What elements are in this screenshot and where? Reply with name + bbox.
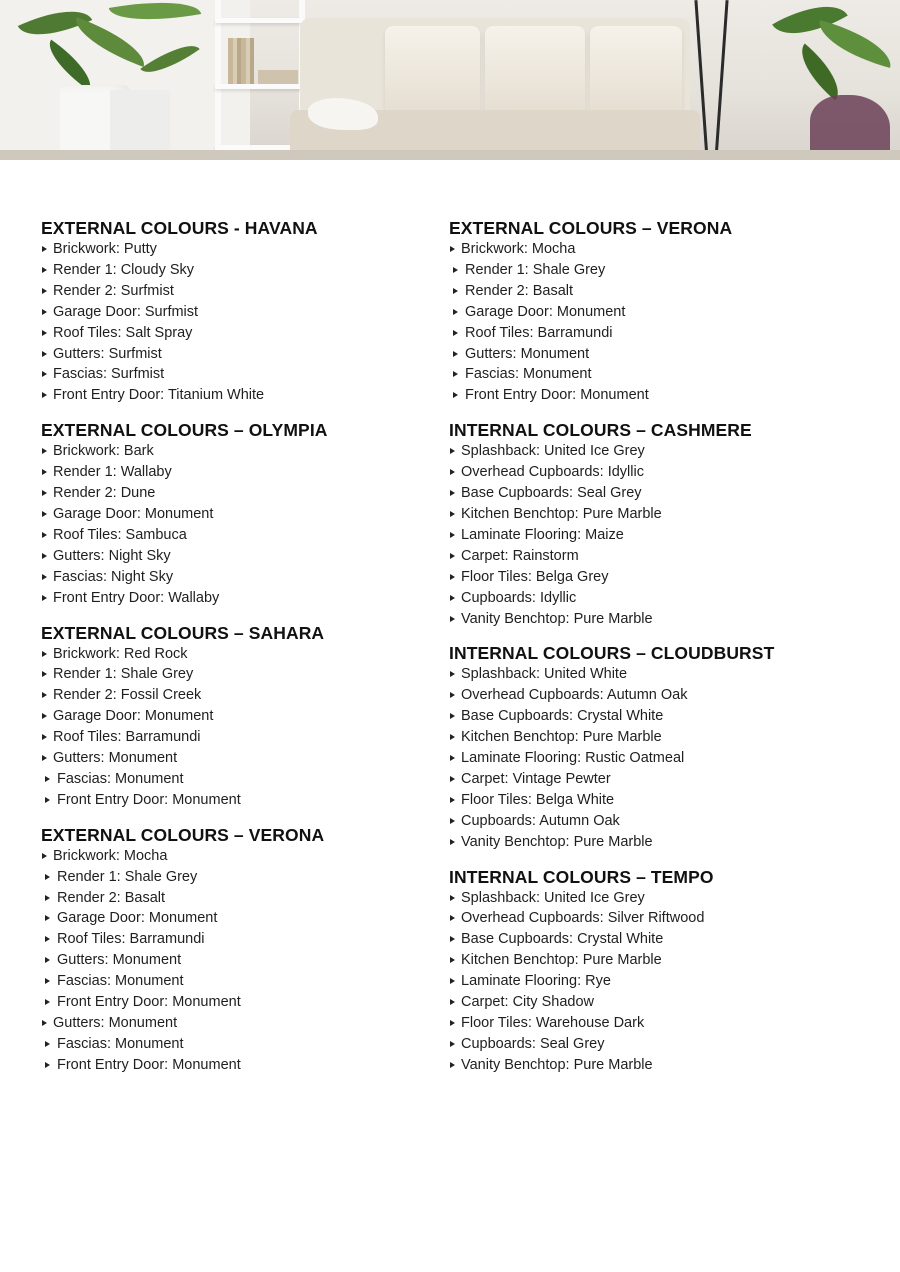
left-column	[41, 217, 421, 1089]
colour-list	[449, 239, 869, 406]
list-item: Laminate Flooring: Rustic Oatmeal	[449, 748, 869, 769]
section-title: INTERNAL COLOURS – CLOUDBURST	[449, 643, 775, 664]
list-item: Kitchen Benchtop: Pure Marble	[449, 727, 869, 748]
list-item: Gutters: Monument	[449, 344, 869, 365]
list-item: Roof Tiles: Sambuca	[41, 525, 421, 546]
list-item: Render 1: Shale Grey	[41, 664, 421, 685]
list-item: Vanity Benchtop: Pure Marble	[449, 609, 869, 630]
list-item: Garage Door: Surfmist	[41, 302, 421, 323]
list-item: Fascias: Monument	[449, 364, 869, 385]
hero-interior-photo	[0, 0, 900, 160]
list-item: Cupboards: Autumn Oak	[449, 811, 869, 832]
list-item: Laminate Flooring: Maize	[449, 525, 869, 546]
floor-lamp	[714, 0, 728, 160]
list-item: Fascias: Monument	[41, 971, 421, 992]
list-item: Render 2: Surfmist	[41, 281, 421, 302]
section-title: INTERNAL COLOURS – TEMPO	[449, 866, 714, 887]
section-internal-cloudburst	[449, 642, 869, 852]
list-item: Gutters: Monument	[41, 950, 421, 971]
section-title: EXTERNAL COLOURS – VERONA	[449, 218, 733, 238]
list-item: Base Cupboards: Crystal White	[449, 706, 869, 727]
list-item: Roof Tiles: Barramundi	[41, 929, 421, 950]
section-title: INTERNAL COLOURS – CASHMERE	[449, 420, 752, 441]
list-item: Cupboards: Seal Grey	[449, 1034, 869, 1055]
list-item: Fascias: Monument	[41, 769, 421, 790]
list-item: Base Cupboards: Crystal White	[449, 929, 869, 950]
list-item: Splashback: United Ice Grey	[449, 441, 869, 462]
list-item: Gutters: Monument	[41, 1013, 421, 1034]
section-title: EXTERNAL COLOURS – SAHARA	[41, 622, 325, 643]
colour-list	[449, 441, 869, 629]
list-item: Gutters: Surfmist	[41, 344, 421, 365]
plant-leaf	[813, 20, 898, 68]
list-item: Cupboards: Idyllic	[449, 588, 869, 609]
list-item: Render 1: Shale Grey	[41, 867, 421, 888]
list-item: Front Entry Door: Titanium White	[41, 385, 421, 406]
list-item: Roof Tiles: Barramundi	[449, 323, 869, 344]
section-title: EXTERNAL COLOURS - HAVANA	[41, 218, 318, 238]
bookshelf-shelf	[215, 84, 305, 89]
list-item: Overhead Cupboards: Autumn Oak	[449, 685, 869, 706]
colour-list	[41, 644, 421, 811]
list-item: Render 1: Wallaby	[41, 462, 421, 483]
list-item: Brickwork: Mocha	[41, 846, 421, 867]
list-item: Brickwork: Red Rock	[41, 644, 421, 665]
list-item: Carpet: Vintage Pewter	[449, 769, 869, 790]
list-item: Vanity Benchtop: Pure Marble	[449, 1055, 869, 1076]
list-item: Kitchen Benchtop: Pure Marble	[449, 950, 869, 971]
colour-list	[449, 888, 869, 1076]
list-item: Fascias: Monument	[41, 1034, 421, 1055]
list-item: Splashback: United White	[449, 664, 869, 685]
list-item: Floor Tiles: Belga Grey	[449, 567, 869, 588]
list-item: Laminate Flooring: Rye	[449, 971, 869, 992]
list-item: Floor Tiles: Warehouse Dark	[449, 1013, 869, 1034]
list-item: Roof Tiles: Barramundi	[41, 727, 421, 748]
colour-list	[449, 664, 869, 852]
list-item: Brickwork: Mocha	[449, 239, 869, 260]
sofa-cushion	[385, 26, 480, 118]
section-external-sahara	[41, 622, 421, 811]
list-item: Front Entry Door: Wallaby	[41, 588, 421, 609]
sofa-cushion	[485, 26, 585, 118]
list-item: Render 2: Basalt	[449, 281, 869, 302]
list-item: Front Entry Door: Monument	[41, 790, 421, 811]
list-item: Brickwork: Putty	[41, 239, 421, 260]
list-item: Render 2: Basalt	[41, 888, 421, 909]
list-item: Vanity Benchtop: Pure Marble	[449, 832, 869, 853]
list-item: Carpet: City Shadow	[449, 992, 869, 1013]
sofa-cushion	[590, 26, 682, 118]
list-item: Overhead Cupboards: Idyllic	[449, 462, 869, 483]
section-title: EXTERNAL COLOURS – VERONA	[41, 824, 325, 845]
floor	[0, 150, 900, 160]
books	[258, 70, 298, 84]
bookshelf-shelf	[215, 18, 305, 23]
list-item: Render 2: Fossil Creek	[41, 685, 421, 706]
section-external-olympia	[41, 419, 421, 608]
list-item: Base Cupboards: Seal Grey	[449, 483, 869, 504]
section-internal-tempo	[449, 866, 869, 1076]
section-internal-cashmere	[449, 419, 869, 629]
colour-list	[41, 239, 421, 406]
list-item: Garage Door: Monument	[41, 504, 421, 525]
list-item: Fascias: Surfmist	[41, 364, 421, 385]
list-item: Overhead Cupboards: Silver Riftwood	[449, 908, 869, 929]
list-item: Front Entry Door: Monument	[41, 992, 421, 1013]
list-item: Fascias: Night Sky	[41, 567, 421, 588]
list-item: Front Entry Door: Monument	[41, 1055, 421, 1076]
list-item: Kitchen Benchtop: Pure Marble	[449, 504, 869, 525]
list-item: Garage Door: Monument	[41, 706, 421, 727]
section-external-verona-right	[449, 217, 869, 406]
list-item: Garage Door: Monument	[449, 302, 869, 323]
list-item: Roof Tiles: Salt Spray	[41, 323, 421, 344]
list-item: Garage Door: Monument	[41, 908, 421, 929]
list-item: Gutters: Night Sky	[41, 546, 421, 567]
list-item: Render 1: Shale Grey	[449, 260, 869, 281]
section-external-verona-left	[41, 824, 421, 1076]
plant-right	[770, 0, 900, 160]
list-item: Carpet: Rainstorm	[449, 546, 869, 567]
colour-list	[41, 846, 421, 1076]
list-item: Floor Tiles: Belga White	[449, 790, 869, 811]
books	[228, 38, 254, 84]
list-item: Front Entry Door: Monument	[449, 385, 869, 406]
list-item: Splashback: United Ice Grey	[449, 888, 869, 909]
list-item: Render 2: Dune	[41, 483, 421, 504]
colour-list	[41, 441, 421, 608]
section-title: EXTERNAL COLOURS – OLYMPIA	[41, 420, 328, 441]
plant-leaf	[789, 44, 850, 101]
right-column	[449, 217, 869, 1089]
list-item: Render 1: Cloudy Sky	[41, 260, 421, 281]
section-external-havana	[41, 217, 421, 406]
list-item: Gutters: Monument	[41, 748, 421, 769]
list-item: Brickwork: Bark	[41, 441, 421, 462]
